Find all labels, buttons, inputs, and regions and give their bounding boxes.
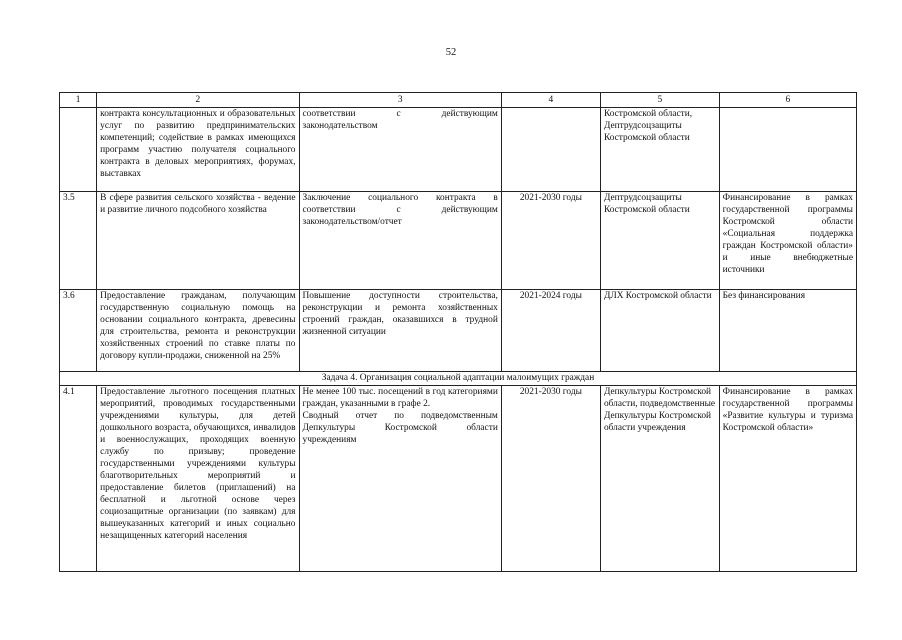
page-number: 52 xyxy=(445,47,457,58)
task-row xyxy=(60,372,857,386)
row-number: 3.6 xyxy=(60,290,97,372)
executor-cell: Депкультуры Костромской области, подведомственные Депкультуры Костромской области учреждения xyxy=(600,386,719,572)
funding-cell: Финансирование в рамках государственной программы Костромской области «Социальная поддержка граждан Костромской области» и иные внебюджетные источники xyxy=(719,192,856,290)
row-number: 4.1 xyxy=(60,386,97,572)
result-cell: Повышение доступности строительства, реконструкции и ремонта хозяйственных строений граждан, оказавшихся в трудной жизненной ситуации xyxy=(299,290,501,372)
row-number: 3.5 xyxy=(60,192,97,290)
row-number xyxy=(60,108,97,192)
header-cell-5: 5 xyxy=(600,93,719,108)
funding-cell: Без финансирования xyxy=(719,290,856,372)
header-cell-6: 6 xyxy=(719,93,856,108)
period-cell: 2021-2030 годы xyxy=(501,386,600,572)
funding-cell: Финансирование в рамках государственной программы «Развитие культуры и туризма Костромской области» xyxy=(719,386,856,572)
header-row xyxy=(60,93,857,108)
table-row xyxy=(60,386,857,572)
result-cell: соответствии с действующим законодательством xyxy=(299,108,501,192)
executor-cell: Дептрудсоцзащиты Костромской области xyxy=(600,192,719,290)
header-cell-1: 1 xyxy=(60,93,97,108)
funding-cell xyxy=(719,108,856,192)
header-cell-2: 2 xyxy=(97,93,299,108)
executor-cell: ДЛХ Костромской области xyxy=(600,290,719,372)
task-heading: Задача 4. Организация социальной адаптации малоимущих граждан xyxy=(60,372,857,386)
table-row xyxy=(60,108,857,192)
header-cell-4: 4 xyxy=(501,93,600,108)
result-cell xyxy=(299,386,501,572)
period-cell xyxy=(501,108,600,192)
measure-cell: В сфере развития сельского хозяйства - ведение и развитие личного подсобного хозяйства xyxy=(97,192,299,290)
table-row xyxy=(60,290,857,372)
result-report: Сводный отчет по подведомственным Депкультуры Костромской области учреждениям xyxy=(302,411,498,445)
result-cell: Заключение социального контракта в соответствии с действующим законодательством/отчет xyxy=(299,192,501,290)
result-target: Не менее 100 тыс. посещений в год категориями граждан, указанными в графе 2. xyxy=(302,387,498,409)
table-row xyxy=(60,192,857,290)
period-cell: 2021-2024 годы xyxy=(501,290,600,372)
header-cell-3: 3 xyxy=(299,93,501,108)
period-cell: 2021-2030 годы xyxy=(501,192,600,290)
plan-table xyxy=(59,92,857,572)
measure-cell: Предоставление гражданам, получающим государственную социальную помощь на основании социального контракта, древесины для строительства, ремонта и реконструкции хозяйственных строений по ставке платы по договору купли-продажи, сниженной на 25% xyxy=(97,290,299,372)
measure-cell: Предоставление льготного посещения платных мероприятий, проводимых государственными учреждениями культуры, для детей дошкольного возраста, обучающихся, инвалидов и военнослужащих, проходящих военную службу по призыву; проведение государственными учреждениями культуры благотворительных мероприятий и предоставление билетов (приглашений) на бесплатной и льготной основе через социозащитные организации (по заявкам) для вышеуказанных категорий и иных социально незащищенных категорий населения xyxy=(97,386,299,572)
measure-cell: контракта консультационных и образовательных услуг по развитию предпринимательских компетенций; содействие в рамках имеющихся программ участию получателя социального контракта в деловых мероприятиях, форумах, выставках xyxy=(97,108,299,192)
executor-cell: Костромской области, Дептрудсоцзащиты Костромской области xyxy=(600,108,719,192)
